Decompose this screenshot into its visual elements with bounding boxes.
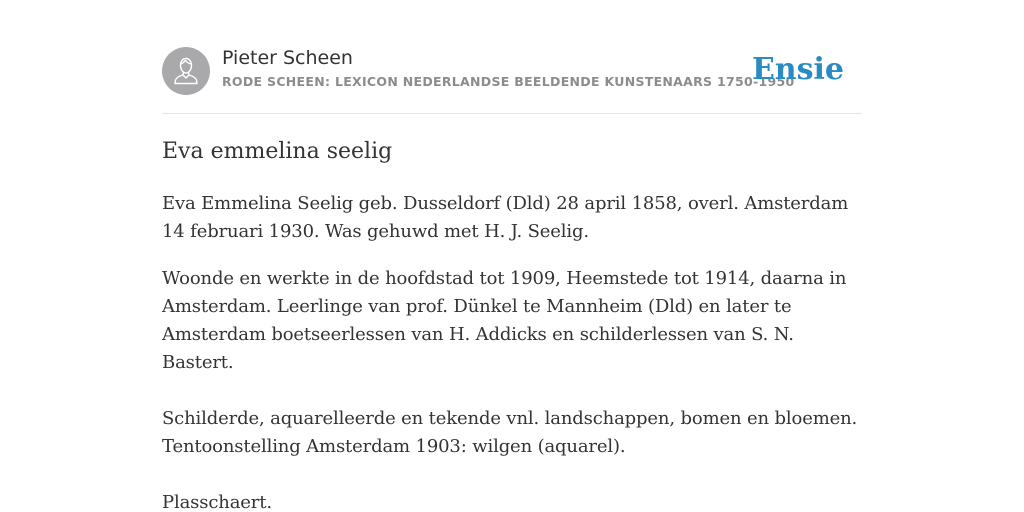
author-name[interactable]: Pieter Scheen: [222, 47, 353, 69]
source-title[interactable]: RODE SCHEEN: LEXICON NEDERLANDSE BEELDENDE KUNSTENAARS 1750-1950: [222, 74, 795, 89]
article-paragraph: Woonde en werkte in de hoofdstad tot 1909, Heemstede tot 1914, daarna in Amsterdam. Leerlinge van prof. Dünkel te Mannheim (Dld) en later te Amsterdam boetseerlessen van H. Addicks en schilderlessen van S. N. Bastert.: [162, 268, 847, 373]
article-paragraph: Schilderde, aquarelleerde en tekende vnl. landschappen, bomen en bloemen. Tentoonstelling Amsterdam 1903: wilgen (aquarel).: [162, 408, 858, 457]
article-body: [162, 136, 868, 512]
header-divider: [162, 113, 862, 114]
article-paragraph: Plasschaert.: [162, 492, 272, 512]
user-silhouette-icon: [162, 47, 210, 95]
article-header: [162, 46, 862, 96]
author-avatar[interactable]: [162, 47, 210, 95]
article-paragraph: Eva Emmelina Seelig geb. Dusseldorf (Dld) 28 april 1858, overl. Amsterdam 14 februari 1930. Was gehuwd met H. J. Seelig.: [162, 193, 849, 242]
ensie-logo[interactable]: Ensie: [751, 52, 844, 87]
article-title: Eva emmelina seelig: [162, 139, 393, 164]
